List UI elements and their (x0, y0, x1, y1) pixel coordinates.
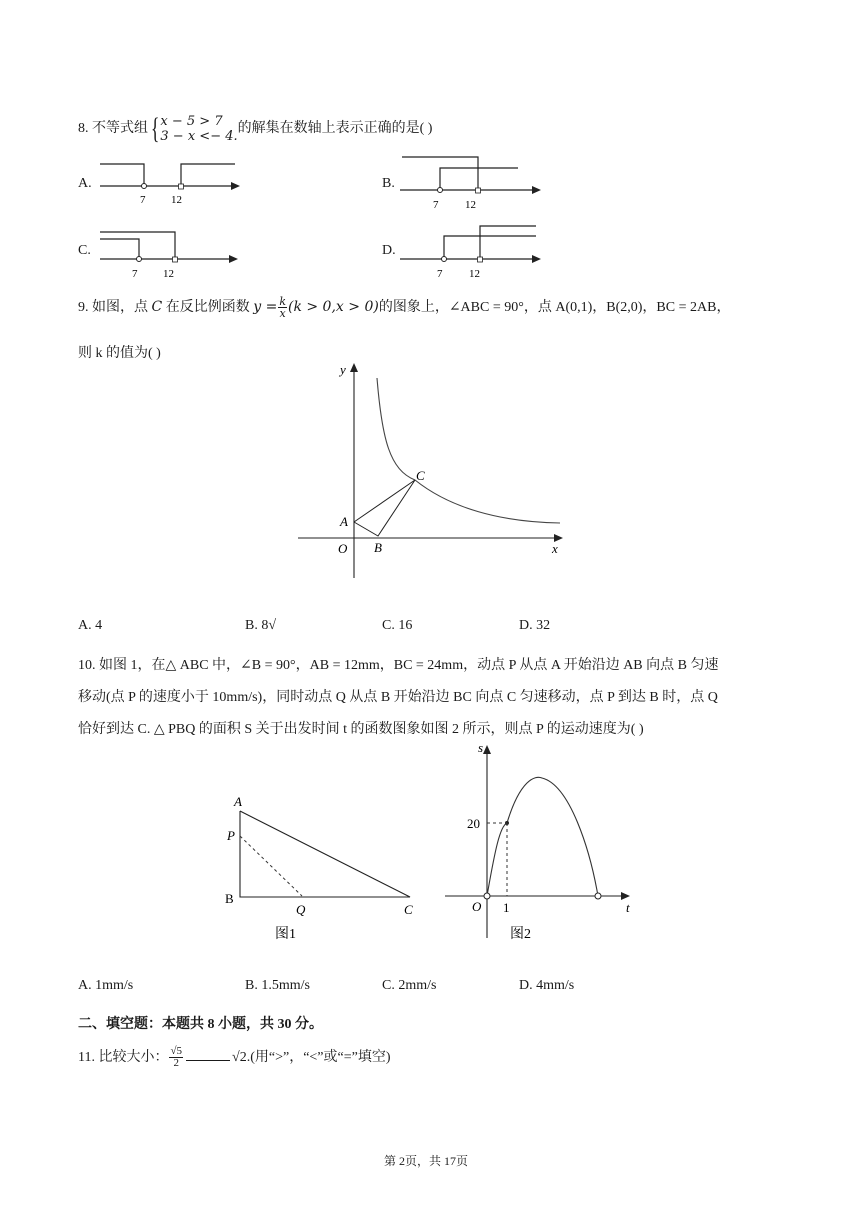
tick-7: 7 (437, 268, 443, 280)
q8-option-a-label: A. (78, 176, 92, 191)
q10-option-a: A. 1mm/s (78, 978, 134, 993)
page-footer: 第 2页，共 17页 (384, 1154, 469, 1168)
tick-12: 12 (163, 268, 174, 280)
q8-option-c-label: C. (78, 243, 91, 258)
tick-12: 12 (469, 268, 480, 280)
fig1-caption: 图1 (275, 927, 296, 942)
tick-7: 7 (433, 199, 439, 211)
axis-x-label: x (552, 541, 558, 556)
section-fill-in-title: 二、填空题：本题共 8 小题，共 30 分。 (78, 1017, 323, 1032)
origin-label: O (338, 541, 348, 556)
q10-figure-2 (440, 740, 650, 950)
q9-stem-line2: 则 k 的值为( ) (78, 346, 161, 361)
fig1-point-a: A (234, 794, 242, 809)
q9-option-c: C. 16 (382, 618, 413, 633)
q9-option-d: D. 32 (519, 618, 551, 633)
q10-option-d: D. 4mm/s (519, 978, 575, 993)
fig1-point-b: B (225, 891, 234, 906)
q8-stem: 8. 不等式组{ x − 5 > 7 3 − x <− 4. 的解集在数轴上表示正确的是( ) (78, 112, 433, 145)
fig1-point-q: Q (296, 902, 306, 917)
q8-option-c-numberline (95, 227, 245, 282)
q8-option-d-numberline (398, 222, 548, 282)
point-a-label: A (340, 514, 348, 529)
q8-option-b-numberline (398, 152, 548, 214)
point-b-label: B (374, 540, 382, 555)
q10-figure-1 (220, 790, 430, 950)
fig2-axis-t: t (626, 900, 630, 915)
q8-option-b-label: B. (382, 176, 395, 191)
fig2-tick-1: 1 (503, 900, 510, 915)
q8-option-d-label: D. (382, 243, 396, 258)
q8-option-a-numberline (95, 156, 245, 211)
q11-answer-blank[interactable] (186, 1060, 230, 1061)
q10-stem-line3: 恰好到达 C. △ PBQ 的面积 S 关于出发时间 t 的函数图象如图 2 所示，则点 P 的运动速度为( ) (78, 722, 644, 737)
q9-option-b: B. 8√ (245, 618, 277, 633)
q10-option-c: C. 2mm/s (382, 978, 437, 993)
fig2-axis-s: s (478, 740, 484, 755)
q9-stem-line1: 9. 如图，点 C 在反比例函数 y = $\frac{k}{x}$ (k > 0,x > 0)的图象上，∠ABC = 90°，点 A(0,1)，B(2,0)，BC = 2AB， (78, 295, 731, 321)
axis-y-label: y (340, 362, 346, 377)
fig2-origin: O (472, 899, 482, 914)
tick-12: 12 (171, 194, 182, 206)
q10-stem-line2: 移动(点 P 的速度小于 10mm/s)，同时动点 Q 从点 B 开始沿边 BC 向点 C 匀速移动，点 P 到达 B 时，点 Q (78, 690, 718, 705)
q11-stem: 11. 比较大小： $\frac{√5}{2}$ √2.(用“>”，“<”或“=”填空) (78, 1045, 391, 1070)
fig1-point-c: C (404, 902, 413, 917)
q9-figure (290, 360, 570, 585)
point-c-label: C (416, 468, 425, 483)
tick-12: 12 (465, 199, 476, 211)
tick-7: 7 (140, 194, 146, 206)
q10-option-b: B. 1.5mm/s (245, 978, 310, 993)
q9-option-a: A. 4 (78, 618, 103, 633)
q10-stem-line1: 10. 如图 1，在△ ABC 中，∠B = 90°，AB = 12mm，BC = 24mm，动点 P 从点 A 开始沿边 AB 向点 B 匀速 (78, 658, 719, 673)
fig2-caption: 图2 (510, 927, 531, 942)
tick-7: 7 (132, 268, 138, 280)
fig1-point-p: P (227, 828, 235, 843)
fig2-tick-20: 20 (467, 816, 480, 831)
